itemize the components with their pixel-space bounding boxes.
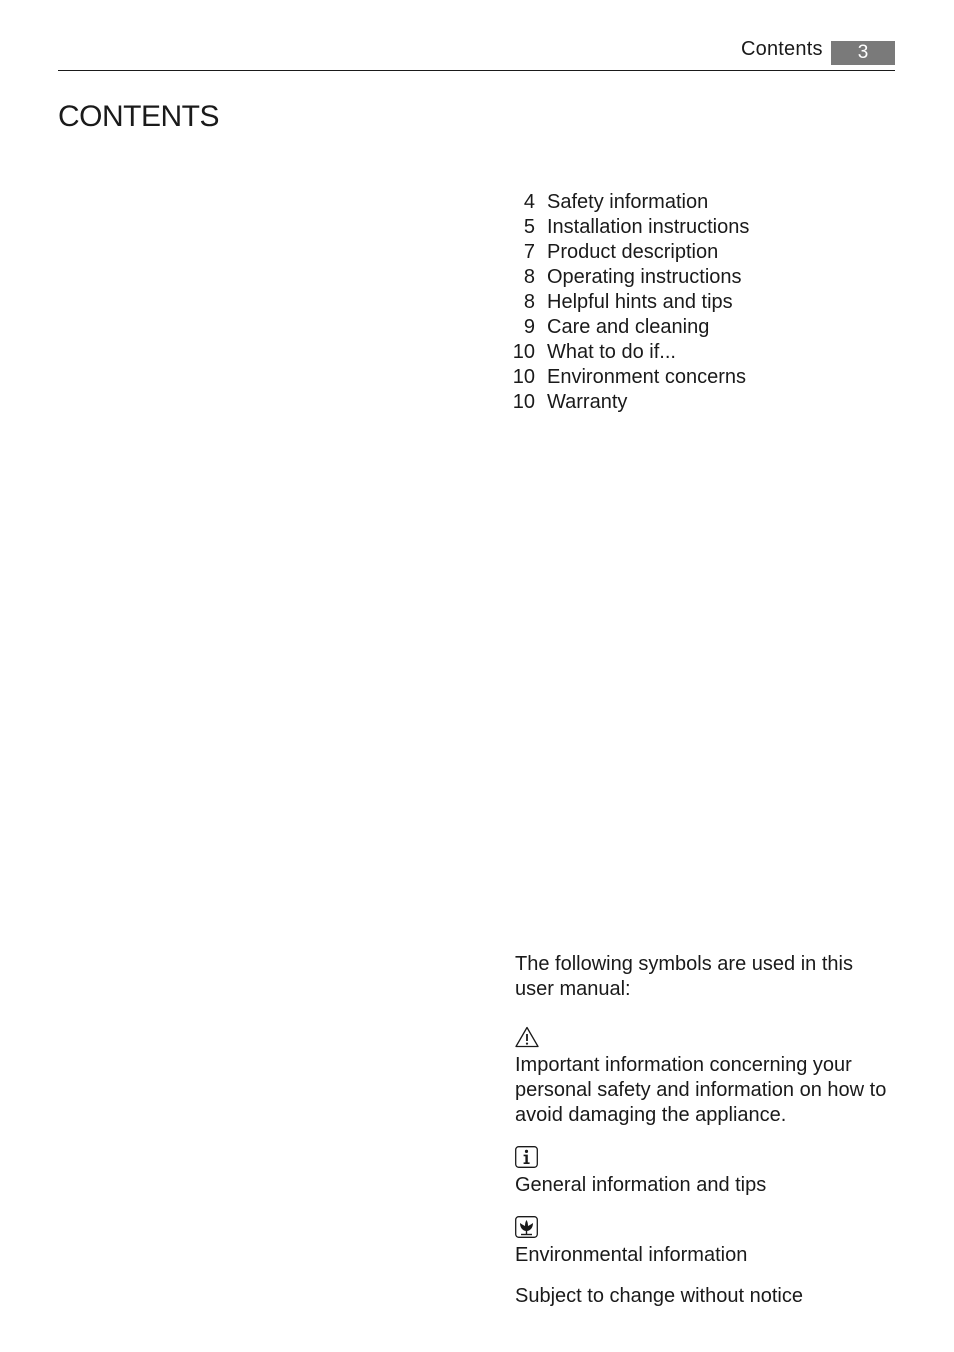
toc-item-label: Operating instructions: [547, 266, 742, 288]
header-section-label: Contents: [741, 38, 823, 60]
toc-item-hints[interactable]: [505, 290, 749, 315]
symbols-intro: The following symbols are used in this user manual:: [515, 953, 853, 1000]
toc-item-label: Product description: [547, 241, 719, 263]
toc-item-product-description[interactable]: [505, 240, 749, 265]
warning-triangle-icon: [515, 1026, 539, 1048]
warning-info-text: Important information concerning your personal safety and information on how to avoid damaging the appliance.: [515, 1054, 887, 1126]
environment-icon: [515, 1216, 538, 1238]
toc-page-number: 4: [523, 191, 535, 213]
toc-item-label: Installation instructions: [547, 216, 750, 238]
toc-item-label: Safety information: [547, 191, 709, 213]
page-title: CONTENTS: [58, 100, 219, 133]
toc-page-number: 10: [512, 391, 535, 413]
toc-item-label: Care and cleaning: [547, 316, 710, 338]
toc-page-number: 5: [523, 216, 535, 238]
toc-item-warranty[interactable]: [505, 390, 749, 415]
toc-item-operating[interactable]: [505, 265, 749, 290]
toc-page-number: 8: [523, 291, 535, 313]
toc-item-installation[interactable]: [505, 215, 749, 240]
footer-note: Subject to change without notice: [515, 1285, 803, 1307]
environmental-info-text: Environmental information: [515, 1244, 748, 1266]
toc-item-environment[interactable]: [505, 365, 749, 390]
toc-page-number: 10: [512, 366, 535, 388]
table-of-contents: [505, 190, 749, 415]
toc-page-number: 8: [523, 266, 535, 288]
toc-page-number: 9: [523, 316, 535, 338]
toc-page-number: 10: [512, 341, 535, 363]
toc-item-label: Helpful hints and tips: [547, 291, 733, 313]
toc-item-label: What to do if...: [547, 341, 676, 363]
toc-page-number: 7: [523, 241, 535, 263]
header-divider: [58, 70, 895, 71]
toc-item-troubleshooting[interactable]: [505, 340, 749, 365]
toc-item-care[interactable]: [505, 315, 749, 340]
toc-item-label: Warranty: [547, 391, 628, 413]
page-number-badge: 3: [831, 41, 895, 65]
toc-item-safety[interactable]: [505, 190, 749, 215]
general-info-text: General information and tips: [515, 1174, 767, 1196]
info-icon: [515, 1146, 538, 1168]
toc-item-label: Environment concerns: [547, 366, 746, 388]
